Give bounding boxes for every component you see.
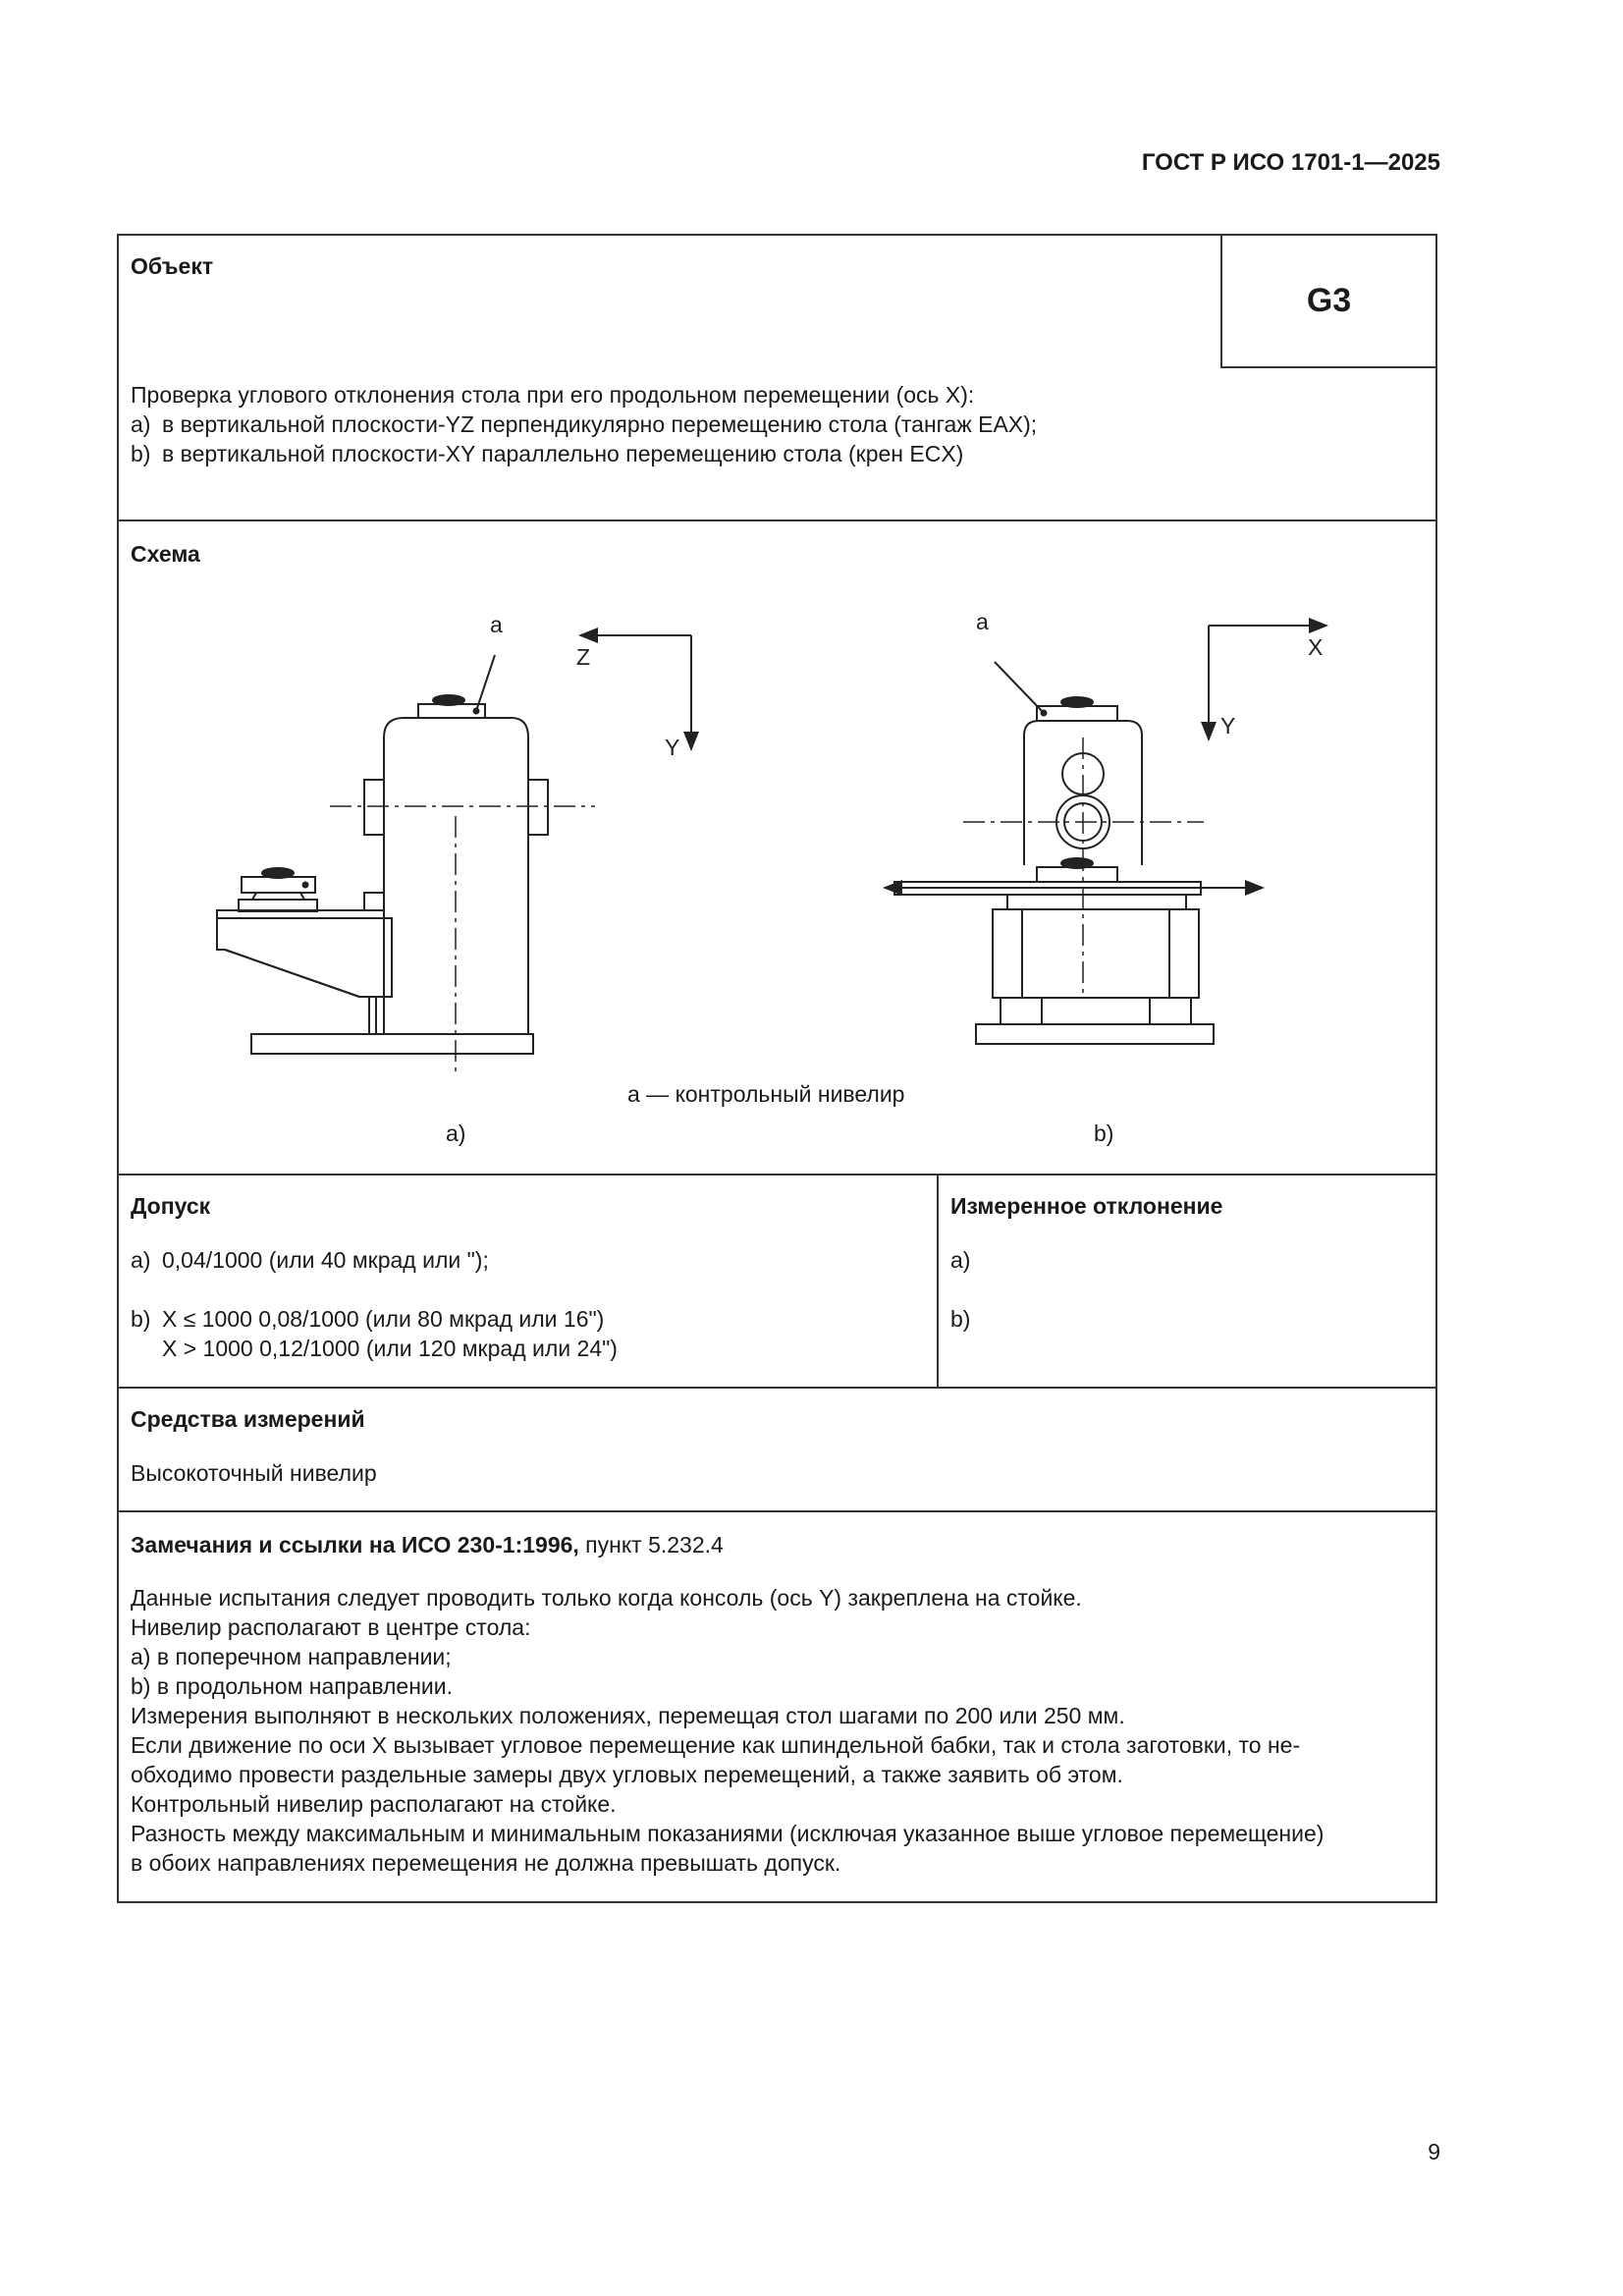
view-b-axis-h-label: X [1308,634,1324,660]
tolerance-b [131,1304,925,1363]
object-description [131,380,1424,468]
measured-b: b) [950,1306,971,1332]
notes-section [119,1512,1435,1901]
view-b-caption: b) [1094,1121,1114,1146]
view-a-callout-label: a [490,612,503,637]
notes-body [131,1583,1424,1878]
document-id: ГОСТ Р ИСО 1701-1—2025 [1141,149,1440,176]
notes-line: обходимо провести раздельные замеры двух угловых перемещений, а также заявить об этом. [131,1762,1123,1787]
test-code: G3 [1220,234,1437,368]
item-text: в вертикальной плоскости-YZ перпендикулярно перемещению стола (тангаж EAX); [162,411,1038,437]
tolerance-label: Допуск [131,1193,211,1219]
notes-line: в обоих направлениях перемещения не должна превышать допуск. [131,1850,841,1876]
page-number: 9 [1428,2139,1440,2164]
notes-heading [131,1530,1424,1559]
instruments-section [119,1389,1435,1512]
instruments-value: Высокоточный нивелир [131,1460,377,1486]
view-b-axis-v-label: Y [1220,713,1236,738]
test-card [117,234,1437,1903]
object-item-b [131,439,1424,468]
notes-line: Данные испытания следует проводить только когда консоль (ось Y) закреплена на стойке. [131,1585,1082,1611]
notes-line: Нивелир располагают в центре стола: [131,1614,531,1640]
item-marker: b) [131,1306,151,1332]
item-marker: a) [131,1247,151,1273]
measured-column [939,1175,1435,1387]
schema-drawing [119,521,1435,1175]
instruments-label: Средства измерений [131,1406,365,1432]
view-a-axis-h-label: Z [576,644,591,670]
notes-line: Контрольный нивелир располагают на стойке. [131,1791,617,1817]
object-intro: Проверка углового отклонения стола при его продольном перемещении (ось X): [131,382,975,408]
item-text: 0,04/1000 (или 40 мкрад или "); [162,1247,489,1273]
schema-label: Схема [131,541,200,567]
object-label: Объект [131,253,214,279]
schema-section [119,521,1435,1175]
tolerance-b-line2: X > 1000 0,12/1000 (или 120 мкрад или 24") [162,1336,618,1361]
item-marker: b) [131,441,151,466]
object-section [119,236,1435,521]
notes-line: Если движение по оси X вызывает угловое перемещение как шпиндельной бабки, так и стола заготовки, то не- [131,1732,1301,1758]
notes-reference: пункт 5.232.4 [578,1532,724,1558]
tolerance-a [131,1245,925,1275]
view-a-axis-v-label: Y [665,735,680,760]
view-b-callout-label: a [976,609,989,634]
measured-a: a) [950,1247,971,1273]
item-text: в вертикальной плоскости-XY параллельно перемещению стола (крен ECX) [162,441,964,466]
view-a-caption: a) [446,1121,466,1146]
item-marker: a) [131,411,151,437]
view-b-drawing [885,626,1326,1044]
tolerance-b-line1: X ≤ 1000 0,08/1000 (или 80 мкрад или 16") [162,1306,605,1332]
notes-line: a) в поперечном направлении; [131,1644,452,1669]
tolerance-column [119,1175,939,1387]
measured-label: Измеренное отклонение [950,1193,1223,1219]
object-item-a [131,410,1424,439]
notes-label: Замечания и ссылки на ИСО 230-1:1996, [131,1532,579,1558]
schema-caption: a — контрольный нивелир [627,1081,905,1107]
view-a-drawing [217,635,691,1071]
notes-line: Измерения выполняют в нескольких положениях, перемещая стол шагами по 200 или 250 мм. [131,1703,1125,1728]
tolerance-section [119,1175,1435,1389]
notes-line: Разность между максимальным и минимальным показаниями (исключая указанное выше угловое перемещение) [131,1821,1325,1846]
notes-line: b) в продольном направлении. [131,1673,454,1699]
